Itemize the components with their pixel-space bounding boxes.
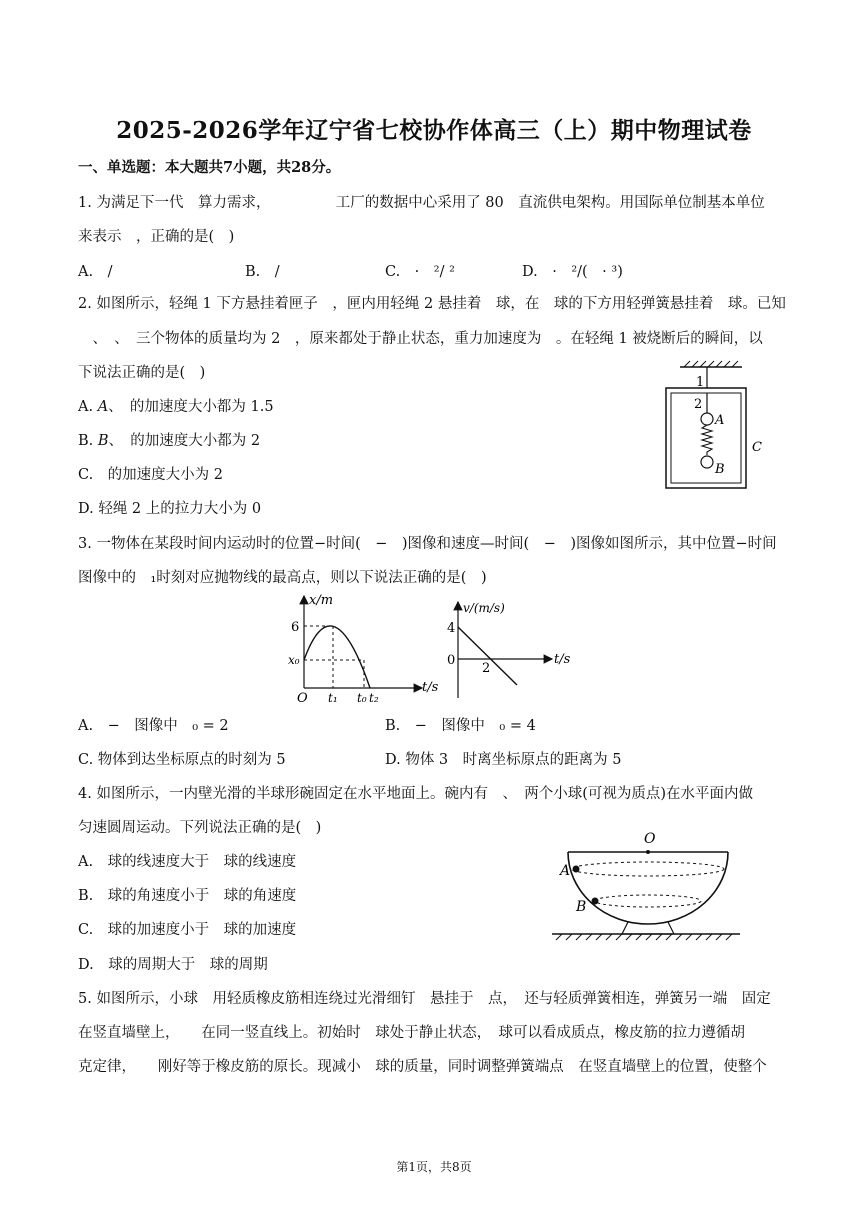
q2-stem-line1: 2. 如图所示，轻绳 1 下方悬挂着匣子 ，匣内用轻绳 2 悬挂着 球，在 球的下方用轻弹簧悬挂着 球。已知	[78, 296, 786, 312]
q4-label-b: B	[576, 899, 587, 915]
q3-option-d: D. 物体 3 时离坐标原点的距离为 5	[385, 752, 622, 768]
q2-label-1: 1	[696, 375, 705, 390]
q3-stem-line1: 3. 一物体在某段时间内运动时的位置−时间( − )图像和速度—时间( − )图像如图所示，其中位置−时间	[78, 536, 777, 552]
q3-position-time-graph	[282, 592, 447, 704]
q4-option-b: B. 球的角速度小于 球的角速度	[78, 888, 297, 904]
q2-label-a: A	[715, 413, 725, 428]
q3-option-b: B. − 图像中 ₀ = 4	[385, 718, 536, 734]
q1-option-d: D. · ²/( · ³)	[522, 264, 623, 280]
q3-g1-t1: t₁	[328, 691, 338, 704]
q3-velocity-time-graph	[444, 598, 589, 702]
q1-option-c: C. · ²/ ²	[385, 264, 455, 280]
q2-label-2: 2	[694, 397, 703, 412]
q3-option-a: A. − 图像中 ₀ = 2	[78, 718, 229, 734]
q3-g1-y6: 6	[291, 620, 300, 635]
q2-label-c: C	[752, 440, 762, 455]
q3-g1-ylabel: x/m	[309, 593, 334, 608]
q4-option-a: A. 球的线速度大于 球的线速度	[78, 854, 297, 870]
q3-g2-t2: 2	[482, 661, 491, 676]
q3-g1-origin: O	[297, 691, 308, 704]
q2-box-figure	[650, 360, 780, 492]
q4-stem-line1: 4. 如图所示，一内壁光滑的半球形碗固定在水平地面上。碗内有 、 两个小球(可视为质点)在水平面内做	[78, 786, 754, 802]
page-footer: 第1页，共8页	[396, 1160, 472, 1174]
q3-g2-xlabel: t/s	[554, 652, 571, 667]
q1-stem-line1: 1. 为满足下一代 算力需求， 工厂的数据中心采用了 80 直流供电架构。用国际单位制基本单位	[78, 195, 765, 211]
q3-g2-v4: 4	[447, 621, 456, 636]
q3-g2-zero: 0	[447, 653, 456, 668]
q3-g1-t2: t₂	[369, 691, 379, 704]
q4-bowl-figure	[548, 826, 748, 944]
q2-option-a: A. 𝐴、 的加速度大小都为 1.5	[78, 399, 274, 415]
section-heading: 一、单选题：本大题共7小题，共28分。	[78, 159, 341, 176]
page-title: 2025-2026学年辽宁省七校协作体高三（上）期中物理试卷	[116, 117, 752, 144]
q2-label-b: B	[715, 462, 725, 477]
q3-g1-xlabel: t/s	[422, 680, 439, 695]
q3-g1-t0: t₀	[357, 691, 367, 704]
q1-stem-line2: 来表示 ，正确的是( )	[78, 229, 235, 245]
q5-stem-line2: 在竖直墙壁上， 在同一竖直线上。初始时 球处于静止状态， 球可以看成质点，橡皮筋的拉力遵循胡	[78, 1025, 745, 1041]
q1-option-a: A. /	[78, 264, 113, 280]
q4-label-a: A	[560, 863, 571, 879]
q3-option-c: C. 物体到达坐标原点的时刻为 5	[78, 752, 286, 768]
q3-g1-x0: x₀	[288, 653, 300, 667]
q2-option-d: D. 轻绳 2 上的拉力大小为 0	[78, 501, 262, 517]
q2-option-c: C. 的加速度大小为 2	[78, 467, 224, 483]
q5-stem-line3: 克定律， 刚好等于橡皮筋的原长。现减小 球的质量，同时调整弹簧端点 在竖直墙壁上的位置，使整个	[78, 1059, 767, 1075]
q3-g2-ylabel: v/(m/s)	[463, 601, 505, 615]
q1-option-b: B. /	[245, 264, 280, 280]
q3-stem-line2: 图像中的 ₁时刻对应抛物线的最高点，则以下说法正确的是( )	[78, 570, 487, 586]
q2-stem-line2: 、 、 三个物体的质量均为 2 ，原来都处于静止状态，重力加速度为 。在轻绳 1 被烧断后的瞬间，以	[78, 331, 763, 347]
q4-label-o: O	[644, 831, 656, 847]
q4-option-c: C. 球的加速度小于 球的加速度	[78, 922, 297, 938]
q2-stem-line3: 下说法正确的是( )	[78, 365, 206, 381]
q5-stem-line1: 5. 如图所示，小球 用轻质橡皮筋相连绕过光滑细钉 悬挂于 点， 还与轻质弹簧相连，弹簧另一端 固定	[78, 991, 771, 1007]
q2-option-b: B. 𝐵、 的加速度大小都为 2	[78, 433, 261, 449]
q4-stem-line2: 匀速圆周运动。下列说法正确的是( )	[78, 820, 322, 836]
q4-option-d: D. 球的周期大于 球的周期	[78, 957, 268, 973]
